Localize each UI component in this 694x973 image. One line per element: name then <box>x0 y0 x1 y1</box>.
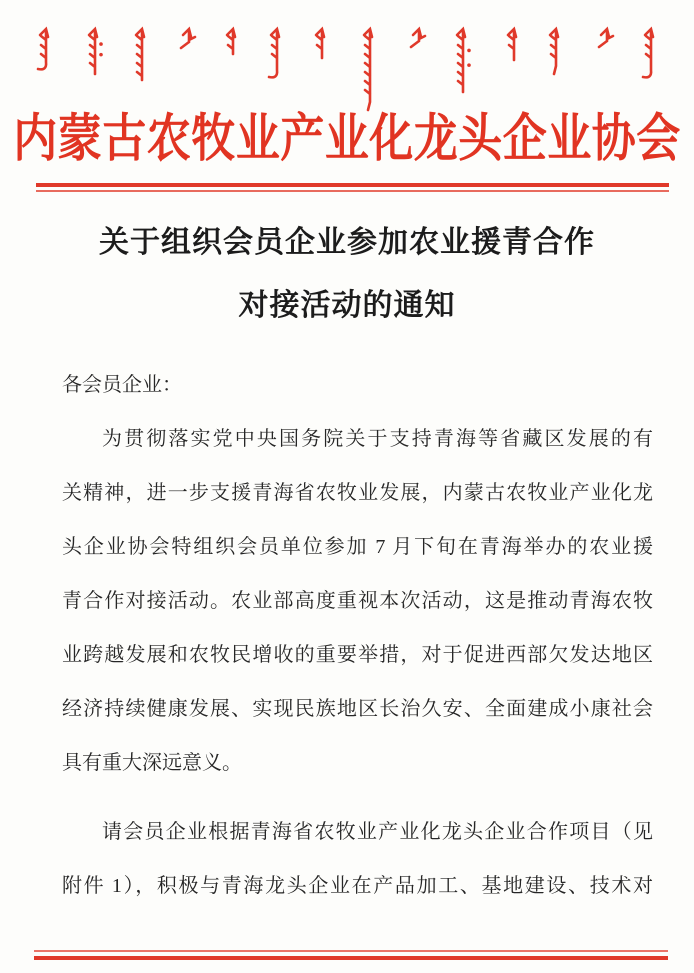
mongolian-word-column <box>508 29 516 60</box>
footer-thick-rule <box>34 956 668 960</box>
mongolian-dot <box>467 63 471 67</box>
org-name-title: 内蒙古农牧业产业化龙头企业协会 <box>13 109 681 168</box>
document-title-line2: 对接活动的通知 <box>238 289 456 322</box>
divider-thick-rule <box>36 183 669 187</box>
mongolian-dot <box>99 53 103 57</box>
salutation: 各会员企业： <box>62 374 182 396</box>
mongolian-word-column <box>364 29 372 110</box>
document-body-lines <box>62 412 653 913</box>
mongolian-word-column <box>181 29 195 48</box>
mongolian-word-column <box>89 29 97 74</box>
body-line: 具有重大深远意义。 <box>62 752 242 774</box>
paragraph <box>62 805 653 913</box>
body-line: 为贯彻落实党中央国务院关于支持青海等省藏区发展的有 <box>102 428 653 450</box>
document-body <box>62 358 653 913</box>
body-line: 经济持续健康发展、实现民族地区长治久安、全面建成小康社会 <box>62 698 653 720</box>
body-line: 请会员企业根据青海省农牧业产业化龙头企业合作项目（见 <box>102 821 653 843</box>
body-line: 业跨越发展和农牧民增收的重要举措，对于促进西部欠发达地区 <box>62 644 653 666</box>
mongolian-script-header <box>0 0 694 120</box>
mongolian-dot <box>99 42 103 46</box>
mongolian-word-column <box>38 29 48 69</box>
mongolian-word-column <box>599 29 613 47</box>
mongolian-word-column <box>316 29 324 58</box>
body-line: 头企业协会特组织会员单位参加 7 月下旬在青海举办的农业援 <box>62 536 653 558</box>
footer-thin-rule <box>34 950 668 952</box>
mongolian-dot <box>467 49 471 53</box>
document-title <box>0 211 694 337</box>
divider-thin-rule <box>36 190 669 192</box>
footer-divider <box>34 950 668 960</box>
mongolian-word-column <box>457 29 465 92</box>
body-line: 青合作对接活动。农业部高度重视本次活动，这是推动青海农牧 <box>62 590 653 612</box>
body-line: 关精神，进一步支援青海省农牧业发展，内蒙古农牧业产业化龙 <box>62 482 653 504</box>
letterhead-divider <box>36 183 669 192</box>
document-title-line1: 关于组织会员企业参加农业援青合作 <box>99 226 595 259</box>
mongolian-word-column <box>550 29 558 74</box>
mongolian-word-column <box>227 29 235 54</box>
mongolian-word-column <box>411 29 425 47</box>
mongolian-word-column <box>643 29 653 77</box>
mongolian-word-column <box>269 29 279 77</box>
mongolian-word-column <box>136 29 144 80</box>
paragraph <box>62 412 653 790</box>
body-line: 附件 1），积极与青海龙头企业在产品加工、基地建设、技术对 <box>62 875 653 897</box>
